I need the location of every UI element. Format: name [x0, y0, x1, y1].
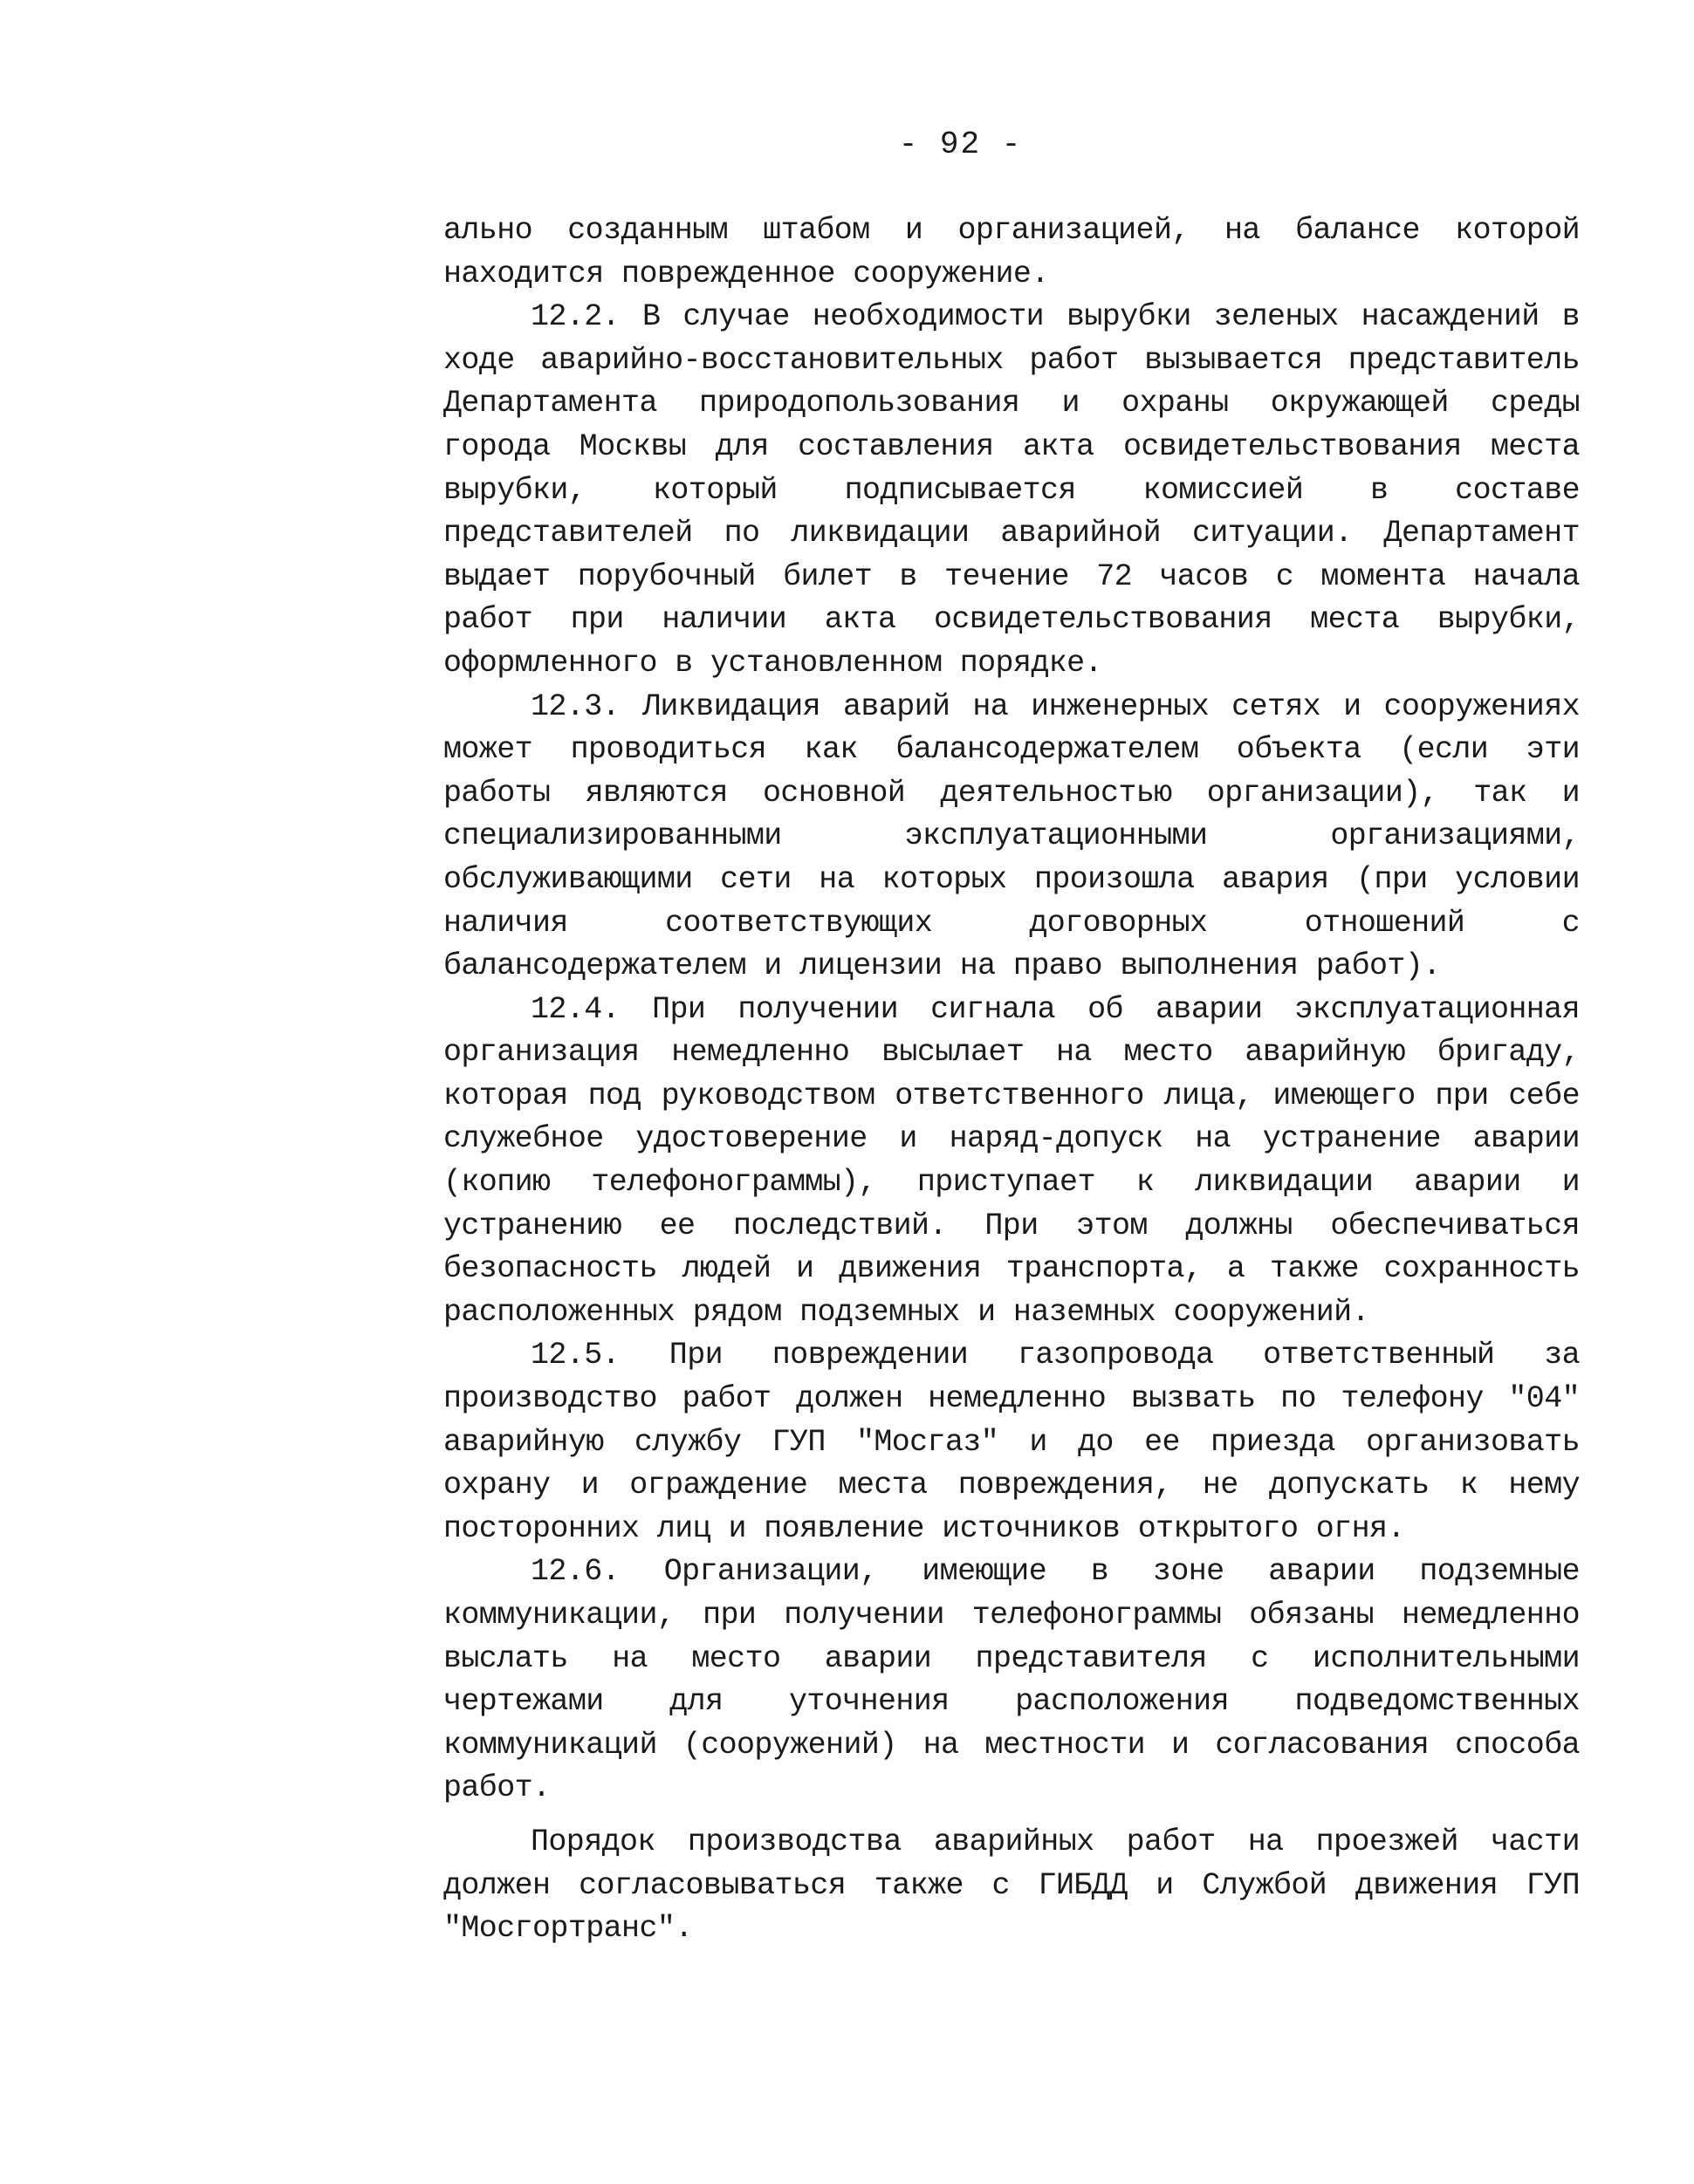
paragraph-12-5: 12.5. При повреждении газопровода ответственный за производство работ должен немедленно вызвать по телефону "04" аварийную службу ГУП "Мосгаз" и до ее приезда организовать охрану и ограждение места повреждения, не допускать к нему посторонних лиц и появление источников открытого огня.: [443, 1338, 1598, 1546]
paragraph-continuation: ально созданным штабом и организацией, на балансе которой находится поврежденное сооружение.: [443, 213, 1598, 291]
paragraph-12-3: 12.3. Ликвидация аварий на инженерных сетях и сооружениях может проводиться как балансодержателем объекта (если эти работы являются основной деятельностью организации), так и специализированными эксплуатационными организациями, обслуживающими сети на которых произошла авария (при условии наличия соответствующих договорных отношений с балансодержателем и лицензии на право выполнения работ).: [443, 688, 1598, 984]
paragraph-final: Порядок производства аварийных работ на проезжей части должен согласовываться также с ГИБДД и Службой движения ГУП "Мосгортранс".: [443, 1824, 1598, 1947]
document-body: [443, 209, 1598, 1951]
page-number: - 92 -: [898, 127, 1023, 162]
paragraph-12-6: 12.6. Организации, имеющие в зоне аварии подземные коммуникации, при получении телефонограммы обязаны немедленно выслать на место аварии представителя с исполнительными чертежами для уточнения расположения подведомственных коммуникаций (сооружений) на местности и согласования способа работ.: [443, 1554, 1598, 1806]
paragraph-12-4: 12.4. При получении сигнала об аварии эксплуатационная организация немедленно высылает на место аварийную бригаду, которая под руководством ответственного лица, имеющего при себе служебное удостоверение и наряд-допуск на устранение аварии (копию телефонограммы), приступает к ликвидации аварии и устранению ее последствий. При этом должны обеспечиваться безопасность людей и движения транспорта, а также сохранность расположенных рядом подземных и наземных сооружений.: [443, 991, 1598, 1330]
paragraph-12-2: 12.2. В случае необходимости вырубки зеленых насаждений в ходе аварийно-восстановительных работ вызывается представитель Департамента природопользования и охраны окружающей среды города Москвы для составления акта освидетельствования места вырубки, который подписывается комиссией в составе представителей по ликвидации аварийной ситуации. Департамент выдает порубочный билет в течение 72 часов с момента начала работ при наличии акта освидетельствования места вырубки, оформленного в установленном порядке.: [443, 299, 1598, 681]
